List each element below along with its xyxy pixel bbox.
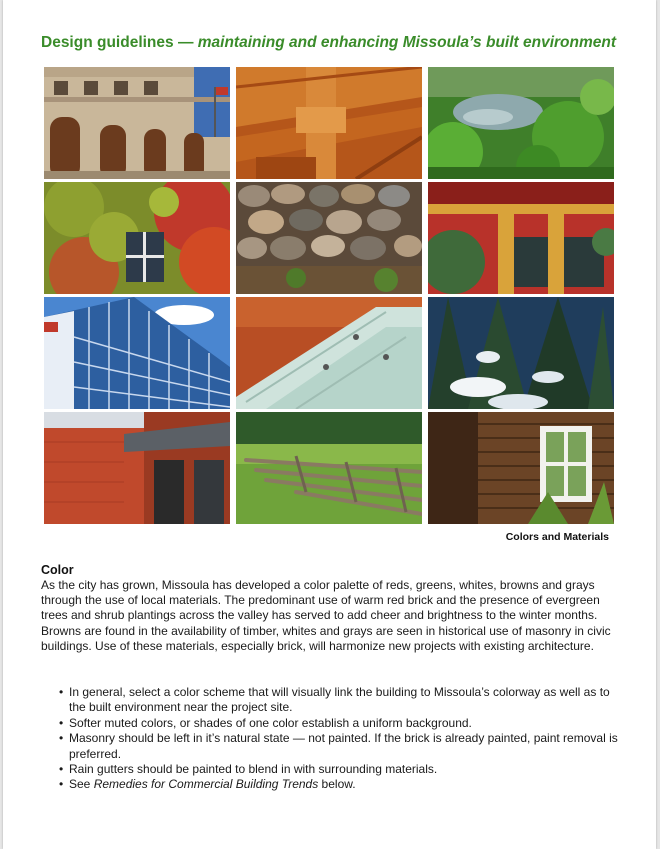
- page-heading: [41, 34, 616, 52]
- section-title: Color: [41, 563, 74, 577]
- collage-caption: Colors and Materials: [505, 531, 609, 543]
- remedies-reference: Remedies for Commercial Building Trends: [93, 777, 319, 792]
- section-paragraph: As the city has grown, Missoula has developed a color palette of reds, greens, whites, browns and grays through the use of local materials. The predominant use of warm red brick and the presence of evergreen trees and shrub plantings across the valley has served to add cheer and brightness to the winter months. Browns are found in the availability of timber, whites and grays are seen in historical use of masonry in civic buildings. Use of these materials, especially brick, will harmonize new projects with existing architecture.: [41, 578, 611, 653]
- heading-emphasis: maintaining and enhancing Missoula’s built environment: [197, 34, 617, 51]
- ivy-covered-wall-photo: [44, 182, 230, 294]
- brick-building-canopy-photo: [44, 412, 230, 524]
- glass-canopy-photo: [236, 297, 422, 409]
- guideline-item: • In general, select a color scheme that will visually link the building to Missoula’s colorway as well as to the built environment near the project site.: [59, 685, 621, 716]
- snowy-evergreens-photo: [428, 297, 614, 409]
- guideline-item: • Rain gutters should be painted to blend in with surrounding materials.: [59, 762, 621, 777]
- painted-facade-photo: [428, 182, 614, 294]
- guideline-item: [59, 777, 621, 792]
- document-page: [3, 0, 656, 849]
- see-suffix: below.: [318, 777, 356, 792]
- split-rail-fence-photo: [236, 412, 422, 524]
- glass-office-building-photo: [44, 297, 230, 409]
- see-prefix: See: [69, 777, 94, 792]
- log-cabin-window-photo: [428, 412, 614, 524]
- guideline-item: • Masonry should be left in it’s natural state — not painted. If the brick is already painted, paint removal is preferred.: [59, 731, 621, 762]
- creek-vegetation-photo: [428, 67, 614, 179]
- guideline-list: [59, 685, 621, 793]
- heading-prefix: Design guidelines —: [41, 34, 198, 51]
- guideline-item: • Softer muted colors, or shades of one color establish a uniform background.: [59, 716, 621, 731]
- historic-stone-building-photo: [44, 67, 230, 179]
- river-rock-wall-photo: [236, 182, 422, 294]
- photo-collage: [44, 67, 614, 525]
- timber-beams-photo: [236, 67, 422, 179]
